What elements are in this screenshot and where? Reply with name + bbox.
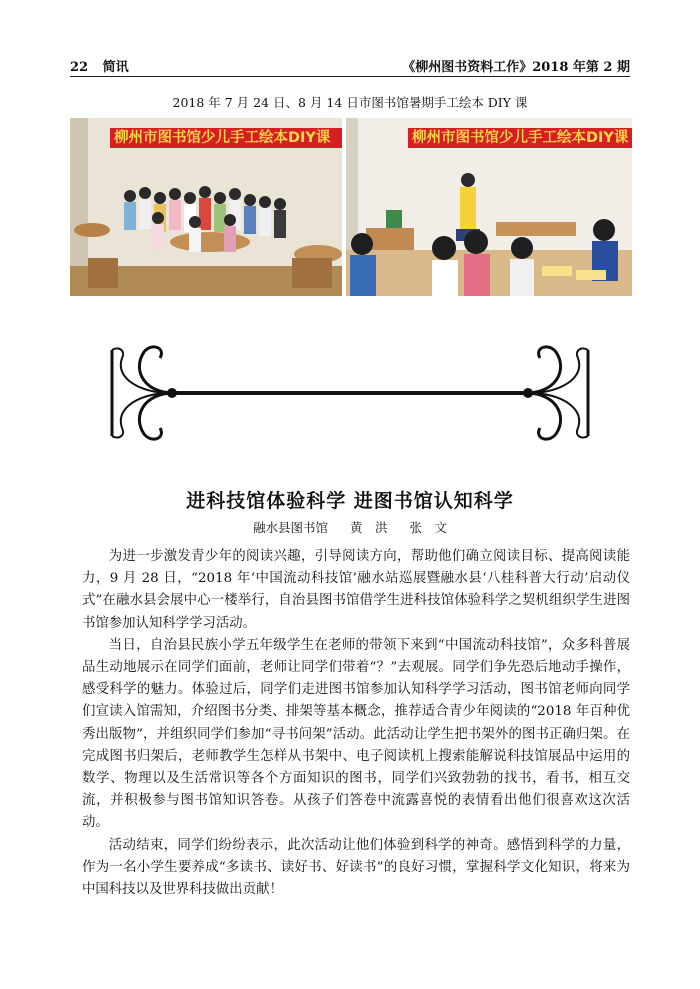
section-label: 简讯 — [102, 60, 129, 75]
page-number: 22 — [70, 60, 89, 75]
header-left — [70, 56, 129, 75]
paragraph: 活动结束，同学们纷纷表示，此次活动让他们体验到科学的神奇。感悟到科学的力量，作为一名小学生要养成“多读书、读好书、好读书”的良好习惯，掌握科学文化知识，将来为中国科技以及世界科技做出贡献！ — [82, 837, 630, 898]
paragraph: 为进一步激发青少年的阅读兴趣，引导阅读方向，帮助他们确立阅读目标、提高阅读能力，9 月 28 日，“2018 年‘中国流动科技馆’融水站巡展暨融水县‘八桂科普大行动’启动仪式”在融水县会展中心一楼举行，自治县图书馆借学生进科技馆体验科学之契机组织学生进图书馆参加认知科学学习活动。 — [82, 549, 630, 631]
paragraph: 当日，自治县民族小学五年级学生在老师的带领下来到“中国流动科技馆”，众多科普展品生动地展示在同学们面前，老师让同学们带着“？”去观展。同学们争先恐后地动手操作，感受科学的魅力。体验过后，同学们走进图书馆参加认知科学学习活动，图书馆老师向同学们宣读入馆需知，介绍图书分类、排架等基本概念，推荐适合青少年阅读的“2018 年百种优秀出版物”，并组织同学们参加“寻书问架”活动。此活动让学生把书架外的图书正确归架。在完成图书归架后，老师教学生怎样从书架中、电子阅读机上搜索能解说科技馆展品中运用的数学、物理以及生活常识等各个方面知识的图书，同学们兴致勃勃的找书，看书，相互交流，并积极参与图书馆知识答卷。从孩子们答卷中流露喜悦的表情看出他们很喜欢这次活动。 — [82, 637, 630, 831]
author-organization: 融水县图书馆 — [252, 520, 328, 535]
author-name: 黄 洪 — [349, 520, 388, 535]
article-body — [82, 546, 630, 901]
photo-group-children — [70, 118, 342, 296]
journal-title: 《柳州图书资料工作》2018 年第 2 期 — [402, 60, 630, 75]
article-byline — [0, 518, 700, 536]
photo-banner-2: 柳州市图书馆少儿手工绘本DIY课 — [408, 128, 632, 148]
photo-caption: 2018 年 7 月 24 日、8 月 14 日市图书馆暑期手工绘本 DIY 课 — [172, 95, 528, 110]
author-name: 张 文 — [409, 520, 447, 535]
decorative-divider — [104, 340, 596, 446]
page-header — [70, 56, 630, 77]
photo-banner-1: 柳州市图书馆少儿手工绘本DIY课 — [110, 128, 342, 148]
photo-class-activity — [346, 118, 632, 296]
article-title: 进科技馆体验科学 进图书馆认知科学 — [186, 490, 514, 512]
